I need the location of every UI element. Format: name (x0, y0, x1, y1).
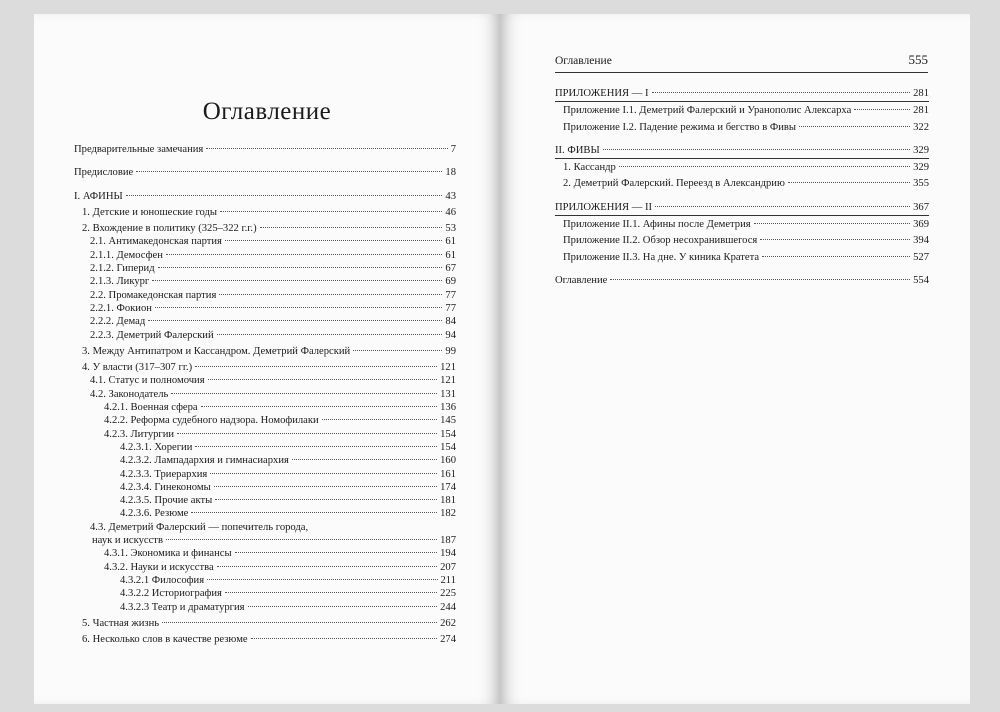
toc-entry[interactable]: 2.2. Промакедонская партия 77 (90, 289, 456, 301)
toc-entry[interactable]: I. АФИНЫ 43 (74, 190, 456, 202)
page-title: Оглавление (202, 98, 332, 125)
dot-leader (322, 419, 437, 420)
toc-entry[interactable]: 2.2.1. Фокион 77 (90, 302, 456, 314)
dot-leader (158, 267, 443, 268)
toc-entry[interactable]: 2.1.1. Демосфен 61 (90, 249, 456, 261)
dot-leader (195, 446, 437, 447)
toc-entry[interactable]: 4.2.3.3. Триерархия 161 (120, 468, 456, 480)
dot-leader (162, 622, 437, 623)
table-of-contents-continued (555, 87, 929, 287)
dot-leader (754, 223, 910, 224)
toc-entry[interactable]: 1. Детские и юношеские годы 46 (82, 206, 456, 218)
dot-leader (220, 211, 442, 212)
right-page (500, 14, 970, 704)
dot-leader (215, 499, 437, 500)
toc-entry[interactable]: 2.1.2. Гиперид 67 (90, 263, 456, 275)
dot-leader (248, 606, 438, 607)
toc-entry[interactable]: 4.1. Статус и полномочия 121 (90, 375, 456, 387)
running-head (555, 52, 928, 73)
section-rule (555, 215, 929, 216)
left-page (34, 14, 500, 704)
toc-entry[interactable]: 4.2.3.5. Прочие акты 181 (120, 495, 456, 507)
toc-entry[interactable]: Оглавление 554 (555, 274, 929, 286)
dot-leader (217, 334, 443, 335)
dot-leader (619, 166, 910, 167)
toc-entry[interactable]: 3. Между Антипатром и Кассандром. Деметрий Фалерский 99 (82, 345, 456, 357)
toc-entry[interactable]: Приложение II.2. Обзор несохранившегося 394 (563, 235, 929, 247)
dot-leader (214, 486, 437, 487)
dot-leader (166, 539, 437, 540)
dot-leader (788, 182, 910, 183)
toc-entry[interactable]: 4.3.1. Экономика и финансы 194 (104, 548, 456, 560)
dot-leader (148, 320, 442, 321)
dot-leader (210, 473, 437, 474)
table-of-contents (74, 143, 456, 646)
toc-entry[interactable]: Предисловие 18 (74, 167, 456, 179)
toc-entry[interactable]: Приложение I.2. Падение режима и бегство в Фивы 322 (563, 121, 929, 133)
toc-entry[interactable]: Приложение II.1. Афины после Деметрия 369 (563, 219, 929, 231)
dot-leader (177, 433, 437, 434)
dot-leader (219, 294, 442, 295)
toc-entry[interactable]: 4.3.2.1 Философия 211 (120, 574, 456, 586)
dot-leader (655, 206, 910, 207)
section-rule (555, 158, 929, 159)
dot-leader (217, 566, 437, 567)
dot-leader (762, 256, 910, 257)
toc-entry[interactable]: 4.2.3.1. Хорегии 154 (120, 441, 456, 453)
running-head-title: Оглавление (555, 55, 612, 67)
dot-leader (603, 149, 910, 150)
dot-leader (225, 240, 443, 241)
dot-leader (195, 366, 437, 367)
dot-leader (191, 512, 437, 513)
toc-entry[interactable]: 4.2.3.4. Гинекономы 174 (120, 481, 456, 493)
section-rule (555, 101, 929, 102)
dot-leader (235, 552, 438, 553)
dot-leader (760, 239, 910, 240)
toc-entry[interactable]: 5. Частная жизнь 262 (82, 617, 456, 629)
toc-entry[interactable]: ПРИЛОЖЕНИЯ — II 367 (555, 201, 929, 213)
dot-leader (292, 459, 437, 460)
toc-entry[interactable]: 2.2.2. Демад 84 (90, 316, 456, 328)
toc-entry[interactable]: Приложение I.1. Деметрий Фалерский и Уранополис Алексарха 281 (563, 105, 929, 117)
toc-entry[interactable]: 2. Деметрий Фалерский. Переезд в Александрию 355 (563, 178, 929, 190)
dot-leader (225, 592, 437, 593)
toc-entry[interactable]: 4.3.2.2 Историография 225 (120, 588, 456, 600)
dot-leader (208, 379, 438, 380)
toc-entry[interactable]: 4.3.2. Науки и искусства 207 (104, 561, 456, 573)
dot-leader (207, 579, 437, 580)
toc-entry[interactable]: 2.2.3. Деметрий Фалерский 94 (90, 329, 456, 341)
dot-leader (152, 280, 442, 281)
toc-entry[interactable]: наук и искусств 187 (92, 535, 456, 547)
toc-entry[interactable]: 4.2. Законодатель 131 (90, 388, 456, 400)
toc-entry[interactable]: 4.2.2. Реформа судебного надзора. Номофилаки 145 (104, 415, 456, 427)
dot-leader (126, 195, 443, 196)
toc-entry[interactable]: 4.2.3. Литургии 154 (104, 428, 456, 440)
dot-leader (206, 148, 447, 149)
toc-entry[interactable]: 4. У власти (317–307 гг.) 121 (82, 362, 456, 374)
toc-entry[interactable]: 2.1. Антимакедонская партия 61 (90, 236, 456, 248)
dot-leader (353, 350, 442, 351)
dot-leader (652, 92, 911, 93)
dot-leader (171, 393, 437, 394)
dot-leader (251, 638, 438, 639)
toc-entry[interactable]: 4.2.3.2. Лампадархия и гимнасиархия 160 (120, 455, 456, 467)
dot-leader (201, 406, 437, 407)
toc-entry[interactable]: 4.2.3.6. Резюме 182 (120, 508, 456, 520)
dot-leader (260, 227, 443, 228)
dot-leader (610, 279, 910, 280)
toc-entry[interactable]: 2.1.3. Ликург 69 (90, 276, 456, 288)
toc-entry[interactable]: ПРИЛОЖЕНИЯ — I 281 (555, 88, 929, 99)
dot-leader (136, 171, 442, 172)
toc-entry[interactable]: 1. Кассандр 329 (563, 162, 929, 174)
dot-leader (854, 109, 910, 110)
toc-entry[interactable]: 6. Несколько слов в качестве резюме 274 (82, 634, 456, 646)
toc-entry[interactable]: 4.3.2.3 Театр и драматургия 244 (120, 601, 456, 613)
dot-leader (166, 254, 443, 255)
toc-entry[interactable]: 4.3. Деметрий Фалерский — попечитель города, (90, 521, 309, 533)
dot-leader (155, 307, 442, 308)
toc-entry[interactable]: Предварительные замечания 7 (74, 144, 456, 155)
toc-entry[interactable]: Приложение II.3. На дне. У киника Кратета 527 (563, 251, 929, 263)
toc-entry[interactable]: II. ФИВЫ 329 (555, 144, 929, 156)
page-number: 555 (908, 52, 928, 67)
dot-leader (799, 126, 910, 127)
toc-entry[interactable]: 4.2.1. Военная сфера 136 (104, 402, 456, 414)
toc-entry[interactable]: 2. Вхождение в политику (325–322 г.г.) 53 (82, 223, 456, 235)
